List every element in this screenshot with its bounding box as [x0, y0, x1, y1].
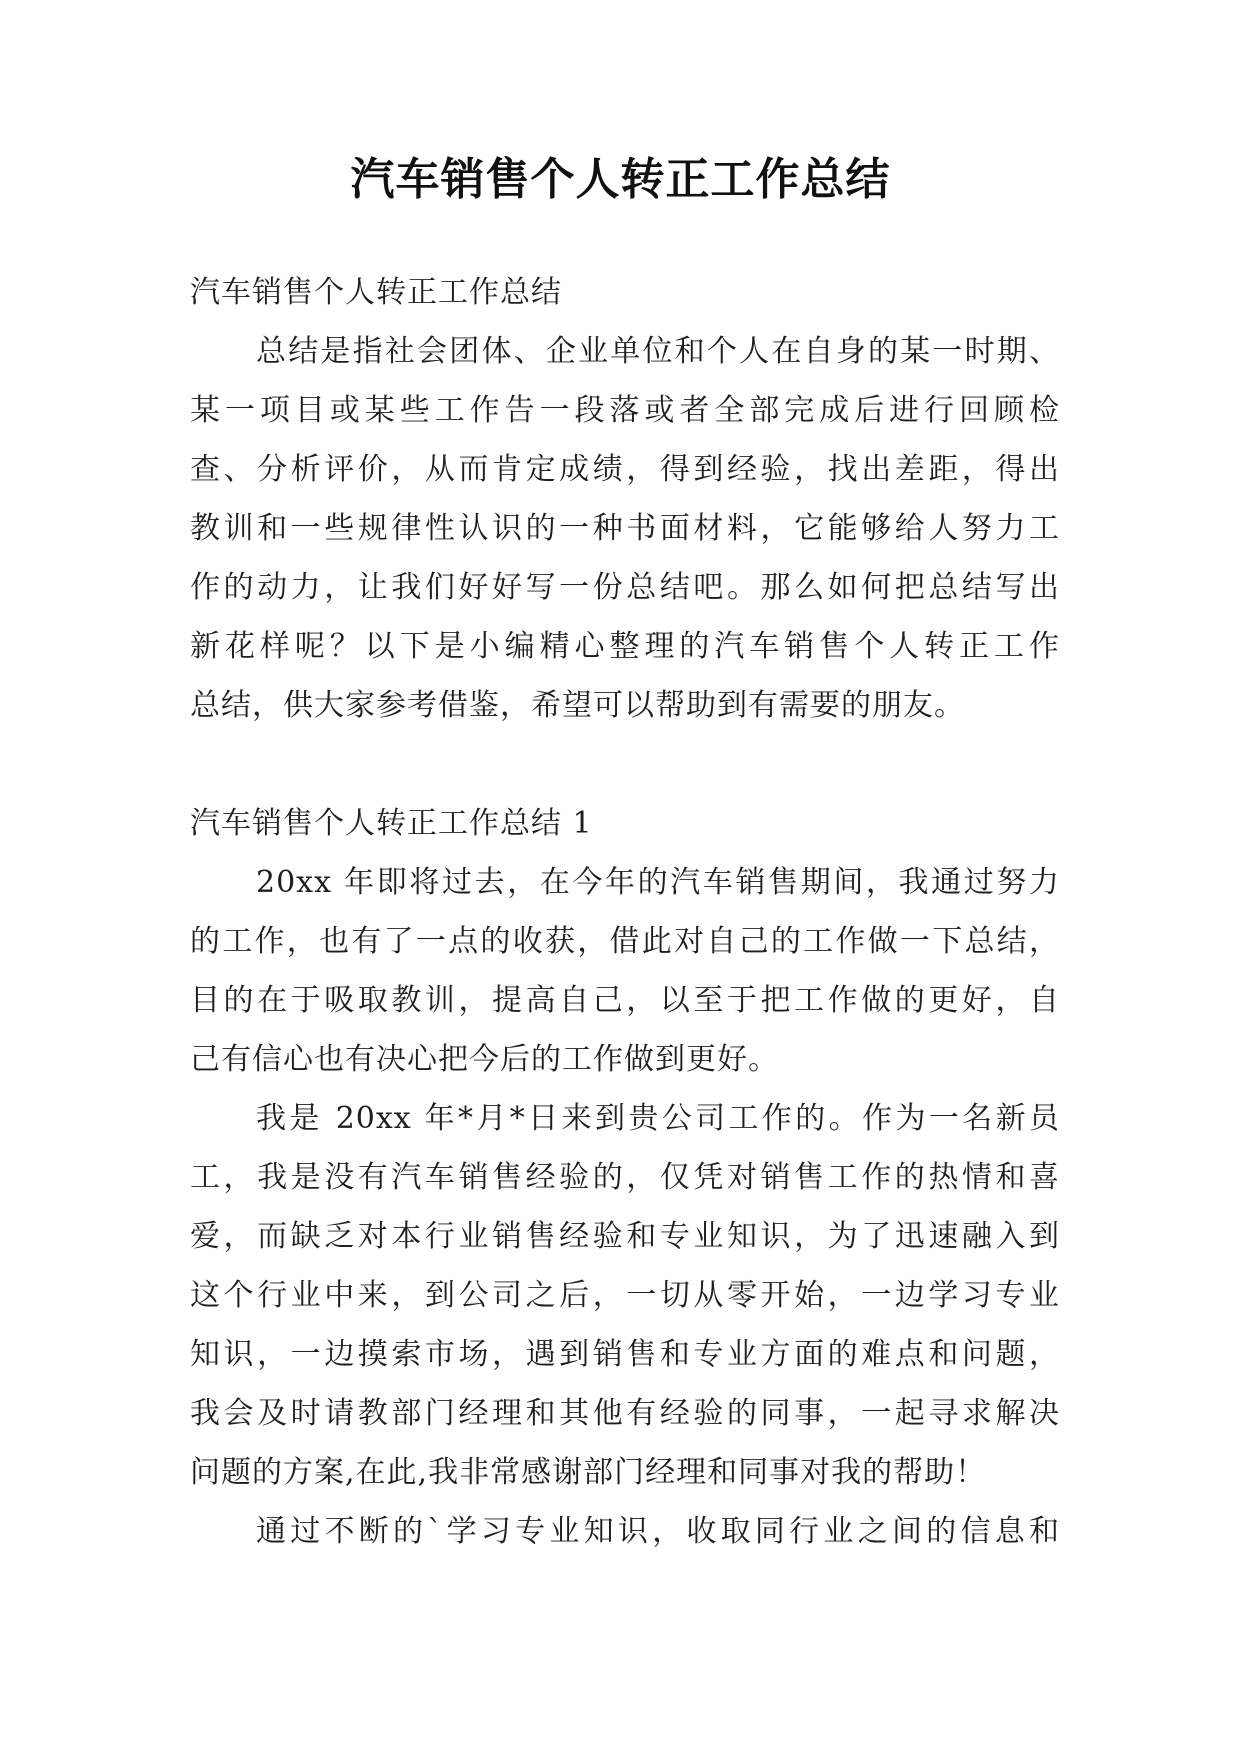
paragraph-line: 新花样呢？以下是小编精心整理的汽车销售个人转正工作: [190, 629, 1060, 664]
paragraph-line: 问题的方案,在此,我非常感谢部门经理和同事对我的帮助！: [190, 1455, 987, 1490]
paragraph-line: 查、分析评价，从而肯定成绩，得到经验，找出差距，得出: [190, 452, 1060, 487]
paragraph-line: 我是 20xx 年*月*日来到贵公司工作的。作为一名新员: [256, 1101, 1060, 1136]
paragraph-line: 这个行业中来，到公司之后，一切从零开始，一边学习专业: [190, 1278, 1060, 1313]
paragraph-line: 知识，一边摸索市场，遇到销售和专业方面的难点和问题，: [190, 1337, 1060, 1372]
paragraph-line: 总结，供大家参考借鉴，希望可以帮助到有需要的朋友。: [190, 688, 965, 723]
paragraph-line: 某一项目或某些工作告一段落或者全部完成后进行回顾检: [190, 393, 1060, 428]
paragraph-line: 的工作，也有了一点的收获，借此对自己的工作做一下总结，: [190, 924, 1060, 959]
intro-heading: 汽车销售个人转正工作总结: [190, 275, 562, 310]
paragraph-line: 20xx 年即将过去，在今年的汽车销售期间，我通过努力: [256, 865, 1060, 900]
paragraph-line: 教训和一些规律性认识的一种书面材料，它能够给人努力工: [190, 511, 1060, 546]
paragraph-line: 己有信心也有决心把今后的工作做到更好。: [190, 1042, 779, 1077]
section1-paragraph-3: [190, 1502, 1060, 1561]
document-body: [190, 263, 1060, 1561]
section-spacer: [190, 735, 1060, 794]
paragraph-line: 作的动力，让我们好好写一份总结吧。那么如何把总结写出: [190, 570, 1060, 605]
section-heading: 汽车销售个人转正工作总结 1: [190, 806, 593, 841]
paragraph-line: 总结是指社会团体、企业单位和个人在自身的某一时期、: [256, 334, 1060, 369]
paragraph-line: 爱，而缺乏对本行业销售经验和专业知识，为了迅速融入到: [190, 1219, 1060, 1254]
section1-paragraph-2: [190, 1089, 1060, 1502]
paragraph-line: 目的在于吸取教训，提高自己，以至于把工作做的更好，自: [190, 983, 1060, 1018]
intro-paragraph: [190, 322, 1060, 735]
section1-paragraph-1: [190, 853, 1060, 1089]
document-title: 汽车销售个人转正工作总结: [350, 154, 891, 205]
paragraph-line: 我会及时请教部门经理和其他有经验的同事，一起寻求解决: [190, 1396, 1060, 1431]
paragraph-line: 工，我是没有汽车销售经验的，仅凭对销售工作的热情和喜: [190, 1160, 1060, 1195]
paragraph-line: 通过不断的`学习专业知识，收取同行业之间的信息和: [256, 1514, 1060, 1549]
